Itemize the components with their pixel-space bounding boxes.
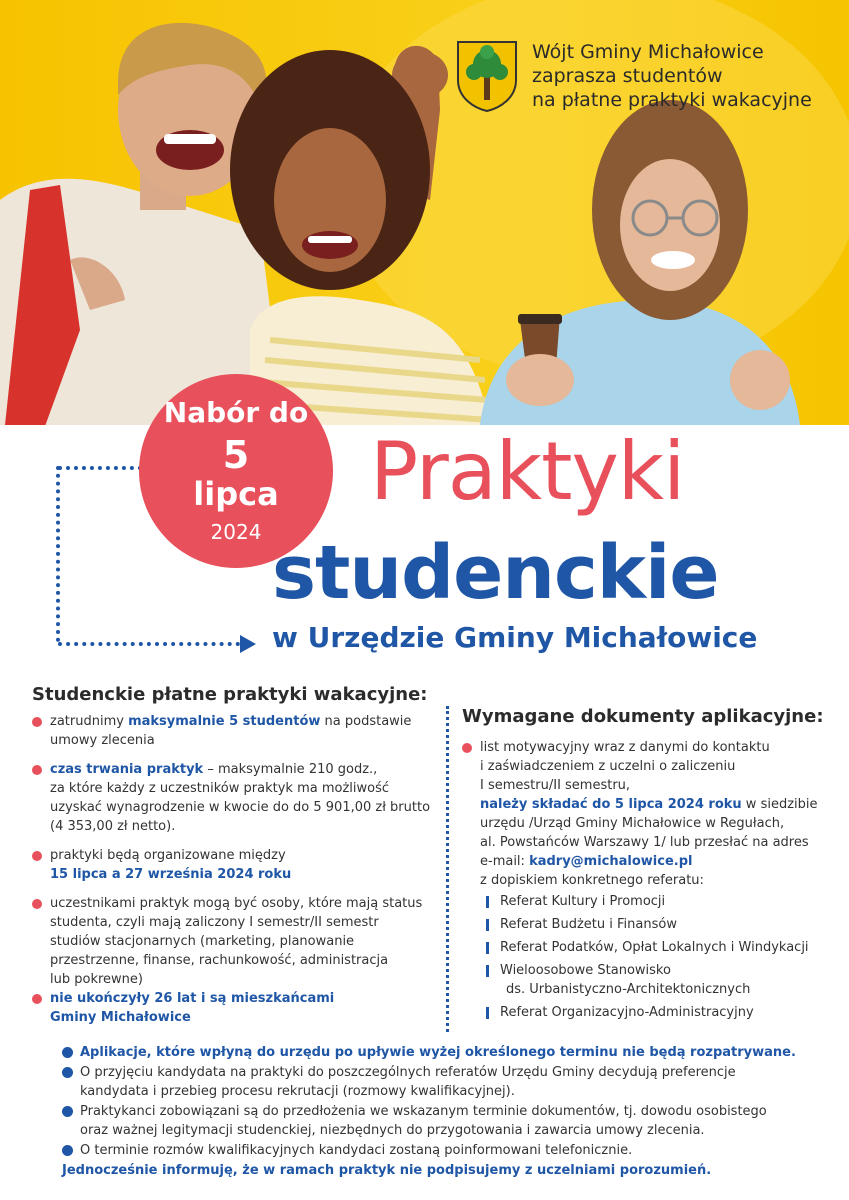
list-item [32, 760, 437, 836]
referat-item [480, 1003, 842, 1022]
title-praktyki: Praktyki [370, 425, 685, 518]
highlight: Gminy Michałowice [50, 1010, 191, 1025]
badge-line-1: Nabór do [163, 396, 309, 429]
bullet-icon [62, 1047, 73, 1058]
michalowice-crest-icon [456, 40, 518, 112]
referat-list [462, 892, 842, 1022]
referat-item [480, 938, 842, 957]
note-text: Aplikacje, które wpłyną do urzędu po upływie wyżej określonego terminu nie będą rozpatrywane. [80, 1045, 796, 1060]
referat-item [480, 961, 842, 980]
note-text: kandydata i przebieg procesu rekrutacji (rozmowy kwalifikacyjnej). [80, 1084, 515, 1099]
text: e-mail: [480, 854, 530, 869]
bullet-icon [32, 851, 42, 861]
text: al. Powstańców Warszawy 1/ lub przesłać na adres [480, 835, 809, 850]
marker-icon [486, 965, 489, 977]
list-item [32, 712, 437, 750]
bullet-icon [462, 743, 472, 753]
text: z dopiskiem konkretnego referatu: [480, 873, 704, 888]
invitation-text [532, 40, 812, 112]
badge-line-3: lipca [193, 475, 279, 513]
text: Referat Budżetu i Finansów [500, 917, 677, 932]
highlight: należy składać do 5 lipca 2024 roku [480, 797, 742, 812]
invite-line-2: zaprasza studentów [532, 65, 723, 87]
text: studiów stacjonarnych (marketing, planowanie [50, 934, 355, 949]
left-heading: Studenckie płatne praktyki wakacyjne: [32, 684, 428, 705]
marker-icon [486, 896, 489, 908]
final-note: Jednocześnie informuję, że w ramach praktyk nie podpisujemy z uczelniami porozumień. [62, 1163, 712, 1178]
dotted-connector-top [58, 466, 142, 470]
text: Wieloosobowe Stanowisko [500, 963, 671, 978]
text: – maksymalnie 210 godz., [203, 762, 378, 777]
text: Referat Organizacyjno-Administracyjny [500, 1005, 754, 1020]
bullet-icon [32, 899, 42, 909]
text: urzędu /Urząd Gminy Michałowice w Regułach, [480, 816, 785, 831]
text: i zaświadczeniem z uczelni o zaliczeniu [480, 759, 736, 774]
text: studenta, czyli mają zaliczony I semestr/II semestr [50, 915, 379, 930]
text: umowy zlecenia [50, 733, 155, 748]
bullet-icon [32, 717, 42, 727]
email-link[interactable]: kadry@michalowice.pl [529, 854, 693, 869]
note-item [62, 1063, 842, 1101]
list-item [32, 989, 437, 1027]
marker-icon [486, 1007, 489, 1019]
invite-line-1: Wójt Gminy Michałowice [532, 41, 764, 63]
highlight: nie ukończyły 26 lat i są mieszkańcami [50, 991, 335, 1006]
column-divider [446, 706, 449, 1032]
note-item [62, 1102, 842, 1140]
bullet-icon [32, 765, 42, 775]
text: Referat Podatków, Opłat Lokalnych i Windykacji [500, 940, 809, 955]
text: lub pokrewne) [50, 972, 143, 987]
text: za które każdy z uczestników praktyk ma możliwość [50, 781, 390, 796]
text: uczestnikami praktyk mogą być osoby, które mają status [50, 896, 423, 911]
referat-item [480, 915, 842, 934]
dotted-connector-vertical [56, 466, 60, 642]
bullet-icon [62, 1106, 73, 1117]
list-item [462, 738, 842, 890]
note-item [62, 1141, 842, 1160]
referat-item [480, 892, 842, 911]
badge-year: 2024 [210, 520, 262, 544]
note-item [62, 1043, 842, 1062]
highlight: czas trwania praktyk [50, 762, 204, 777]
arrow-right-icon [240, 635, 256, 653]
note-text: O terminie rozmów kwalifikacyjnych kandydaci zostaną poinformowani telefonicznie. [80, 1143, 633, 1158]
text: praktyki będą organizowane między [50, 848, 286, 863]
right-column [462, 738, 842, 1022]
text: I semestru/II semestru, [480, 778, 631, 793]
left-column [32, 712, 437, 1037]
text: list motywacyjny wraz z danymi do kontaktu [480, 740, 770, 755]
text: przestrzenne, finanse, rachunkowość, administracja [50, 953, 389, 968]
bottom-notes [62, 1043, 842, 1180]
bullet-icon [32, 994, 42, 1004]
badge-line-2: 5 [222, 433, 250, 477]
text: Referat Kultury i Promocji [500, 894, 666, 909]
title-subtitle: w Urzędzie Gminy Michałowice [272, 621, 758, 654]
marker-icon [486, 919, 489, 931]
highlight: 15 lipca a 27 września 2024 roku [50, 867, 292, 882]
list-item [32, 894, 437, 989]
text: uzyskać wynagrodzenie w kwocie do do 5 901,00 zł brutto [50, 800, 431, 815]
highlight: maksymalnie 5 studentów [128, 714, 321, 729]
text: w siedzibie [741, 797, 818, 812]
dotted-connector-bottom [58, 642, 240, 646]
note-text: Praktykanci zobowiązani są do przedłożenia we wskazanym terminie dokumentów, tj. dowodu osobistego [80, 1104, 767, 1119]
note-text: O przyjęciu kandydata na praktyki do poszczególnych referatów Urzędu Gminy decydują preferencje [80, 1065, 736, 1080]
bullet-icon [62, 1067, 73, 1078]
list-item [32, 846, 437, 884]
bullet-icon [62, 1145, 73, 1156]
marker-icon [486, 942, 489, 954]
referat-item-continued: ds. Urbanistyczno-Architektonicznych [506, 982, 751, 997]
title-studenckie: studenckie [272, 530, 719, 616]
right-heading: Wymagane dokumenty aplikacyjne: [462, 706, 824, 727]
invite-line-3: na płatne praktyki wakacyjne [532, 89, 812, 111]
text: na podstawie [320, 714, 412, 729]
text: zatrudnimy [50, 714, 129, 729]
note-text: oraz ważnej legitymacji studenckiej, niezbędnych do przygotowania i zawarcia umowy zlecenia. [80, 1123, 705, 1138]
text: (4 353,00 zł netto). [50, 819, 176, 834]
